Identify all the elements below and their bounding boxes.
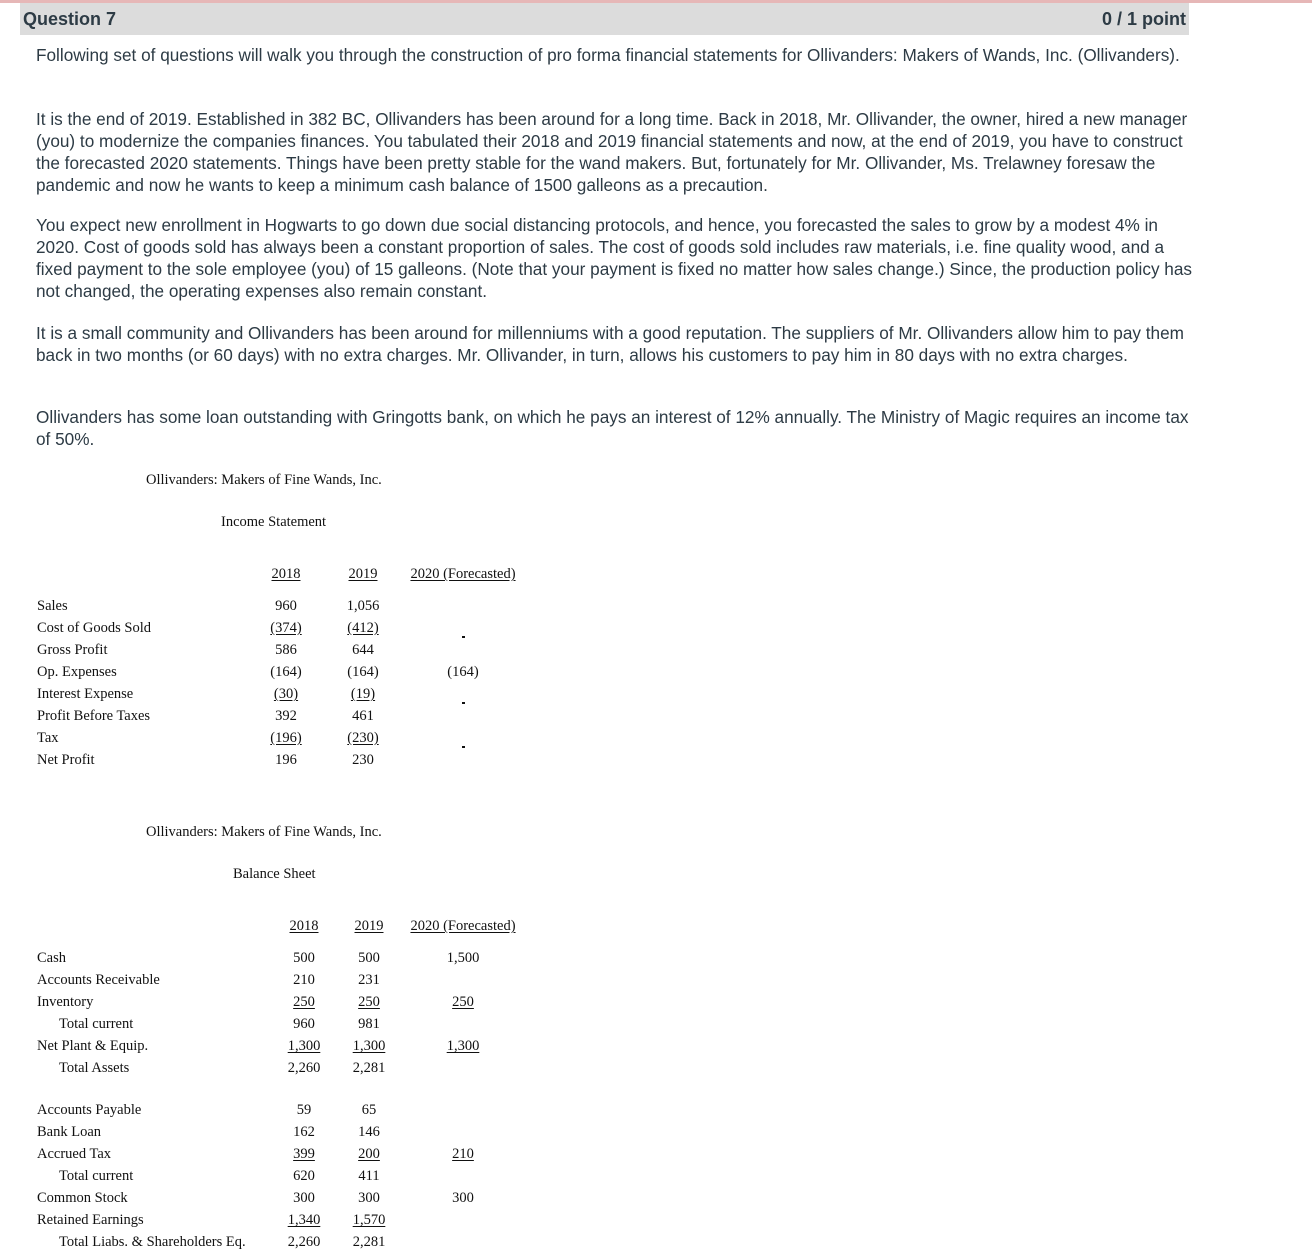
balance-row-label: Accounts Receivable bbox=[37, 972, 160, 988]
blank-underline bbox=[462, 636, 465, 638]
income-value-2018: 196 bbox=[275, 752, 297, 768]
balance-value-2019: 146 bbox=[358, 1124, 380, 1140]
balance-value-2019: 65 bbox=[361, 1102, 377, 1118]
balance-value-2018: 1,340 bbox=[287, 1212, 321, 1228]
income-col-2018: 2018 bbox=[271, 566, 301, 582]
balance-value-2019: 1,300 bbox=[352, 1038, 386, 1054]
question-points: 0 / 1 point bbox=[1101, 8, 1186, 29]
income-row-label: Op. Expenses bbox=[37, 664, 117, 680]
income-value-2019: 230 bbox=[352, 752, 374, 768]
income-value-2019: 644 bbox=[352, 642, 374, 658]
balance-value-2018: 399 bbox=[293, 1146, 315, 1162]
balance-value-2019: 500 bbox=[358, 950, 380, 966]
income-row-label: Interest Expense bbox=[37, 686, 134, 702]
balance-value-2018: 300 bbox=[293, 1190, 315, 1206]
income-value-2019: 1,056 bbox=[346, 598, 380, 614]
balance-row-label: Total current bbox=[59, 1016, 134, 1032]
balance-row-label: Retained Earnings bbox=[37, 1212, 144, 1228]
balance-value-2019: 411 bbox=[358, 1168, 380, 1184]
question-header bbox=[20, 3, 1189, 35]
income-col-2020: 2020 (Forecasted) bbox=[410, 566, 516, 582]
balance-row-label: Total current bbox=[59, 1168, 134, 1184]
question-paragraph-4: It is a small community and Ollivanders has been around for millenniums with a good reputation. The suppliers of Mr. Ollivanders allow him to pay them back in two months (or 60 days) with no extra charges. Mr. Ollivander, in turn, allows his customers to pay him in 80 days with no extra charges. bbox=[36, 323, 1184, 365]
balance-row-label: Bank Loan bbox=[37, 1124, 102, 1140]
balance-value-2019: 231 bbox=[358, 972, 380, 988]
balance-value-2018: 2,260 bbox=[287, 1060, 321, 1076]
balance-row-label: Total Liabs. & Shareholders Eq. bbox=[59, 1234, 246, 1250]
question-paragraph-3: You expect new enrollment in Hogwarts to go down due social distancing protocols, and hence, you forecasted the sales to grow by a modest 4% in 2020. Cost of goods sold has always been a constant proportion of sales. The cost of goods sold includes raw materials, i.e. fine quality wood, and a fixed payment to the sole employee (you) of 15 galleons. (Note that your payment is fixed no matter how sales change.) Since, the production policy has not changed, the operating expenses also remain constant. bbox=[36, 215, 1193, 301]
question-paragraph-2: It is the end of 2019. Established in 382 BC, Ollivanders has been around for a long time. Back in 2018, Mr. Ollivander, the owner, hired a new manager (you) to modernize the companies finances. You tabulated their 2018 and 2019 financial statements and now, at the end of 2019, you have to construct the forecasted 2020 statements. Things have been pretty stable for the wand makers. But, fortunately for Mr. Ollivander, Ms. Trelawney foresaw the pandemic and now he wants to keep a minimum cash balance of 1500 galleons as a precaution. bbox=[36, 109, 1188, 195]
balance-value-2019: 981 bbox=[358, 1016, 380, 1032]
balance-value-2018: 2,260 bbox=[287, 1234, 321, 1250]
balance-value-2018: 1,300 bbox=[287, 1038, 321, 1054]
balance-row-label: Common Stock bbox=[37, 1190, 128, 1206]
income-value-2018: (164) bbox=[270, 664, 302, 680]
income-value-2018: 392 bbox=[275, 708, 297, 724]
income-value-2019: (230) bbox=[347, 730, 379, 746]
balance-value-2018: 500 bbox=[293, 950, 315, 966]
balance-row-label: Accrued Tax bbox=[37, 1146, 112, 1162]
balance-value-2020: 1,300 bbox=[446, 1038, 480, 1054]
balance-value-2018: 960 bbox=[293, 1016, 315, 1032]
question-paragraph-1: Following set of questions will walk you through the construction of pro forma financial statements for Ollivanders: Makers of Wands, Inc. (Ollivanders). bbox=[36, 45, 1180, 65]
balance-value-2020: 250 bbox=[452, 994, 474, 1010]
question-paragraph-5: Ollivanders has some loan outstanding with Gringotts bank, on which he pays an interest of 12% annually. The Ministry of Magic requires an income tax of 50%. bbox=[36, 407, 1189, 449]
balance-value-2018: 250 bbox=[293, 994, 315, 1010]
balance-row-label: Total Assets bbox=[59, 1060, 130, 1076]
balance-sheet-title: Balance Sheet bbox=[233, 866, 316, 882]
balance-value-2018: 59 bbox=[296, 1102, 312, 1118]
balance-value-2019: 1,570 bbox=[352, 1212, 386, 1228]
question-title: Question 7 bbox=[23, 8, 117, 29]
balance-value-2018: 210 bbox=[293, 972, 315, 988]
income-row-label: Cost of Goods Sold bbox=[37, 620, 152, 636]
balance-col-2020: 2020 (Forecasted) bbox=[410, 918, 516, 934]
income-company-name: Ollivanders: Makers of Fine Wands, Inc. bbox=[146, 472, 382, 488]
blank-underline bbox=[462, 746, 465, 748]
balance-row-label: Inventory bbox=[37, 994, 94, 1010]
income-value-2018: (30) bbox=[273, 686, 299, 702]
blank-underline bbox=[462, 702, 465, 704]
balance-value-2020: 300 bbox=[452, 1190, 474, 1206]
balance-value-2019: 2,281 bbox=[352, 1234, 386, 1250]
balance-company-name: Ollivanders: Makers of Fine Wands, Inc. bbox=[146, 824, 382, 840]
balance-value-2020: 1,500 bbox=[446, 950, 480, 966]
balance-col-2019: 2019 bbox=[354, 918, 384, 934]
income-value-2019: (19) bbox=[350, 686, 376, 702]
balance-value-2018: 620 bbox=[293, 1168, 315, 1184]
balance-value-2019: 300 bbox=[358, 1190, 380, 1206]
income-row-label: Profit Before Taxes bbox=[37, 708, 151, 724]
income-value-2018: 586 bbox=[275, 642, 297, 658]
income-value-2018: (374) bbox=[270, 620, 302, 636]
income-row-label: Net Profit bbox=[37, 752, 95, 768]
income-row-label: Sales bbox=[37, 598, 68, 614]
balance-value-2019: 2,281 bbox=[352, 1060, 386, 1076]
balance-row-label: Net Plant & Equip. bbox=[37, 1038, 149, 1054]
income-col-2019: 2019 bbox=[348, 566, 378, 582]
income-value-2020: (164) bbox=[447, 664, 479, 680]
income-value-2019: 461 bbox=[352, 708, 374, 724]
income-value-2018: 960 bbox=[275, 598, 297, 614]
income-row-label: Gross Profit bbox=[37, 642, 108, 658]
income-value-2019: (412) bbox=[347, 620, 379, 636]
balance-value-2019: 200 bbox=[358, 1146, 380, 1162]
income-value-2018: (196) bbox=[270, 730, 302, 746]
balance-col-2018: 2018 bbox=[289, 918, 319, 934]
balance-row-label: Accounts Payable bbox=[37, 1102, 142, 1118]
income-statement-title: Income Statement bbox=[221, 514, 327, 530]
income-row-label: Tax bbox=[37, 730, 59, 746]
balance-value-2019: 250 bbox=[358, 994, 380, 1010]
income-value-2019: (164) bbox=[347, 664, 379, 680]
balance-value-2020: 210 bbox=[452, 1146, 474, 1162]
balance-row-label: Cash bbox=[37, 950, 66, 966]
balance-value-2018: 162 bbox=[293, 1124, 315, 1140]
